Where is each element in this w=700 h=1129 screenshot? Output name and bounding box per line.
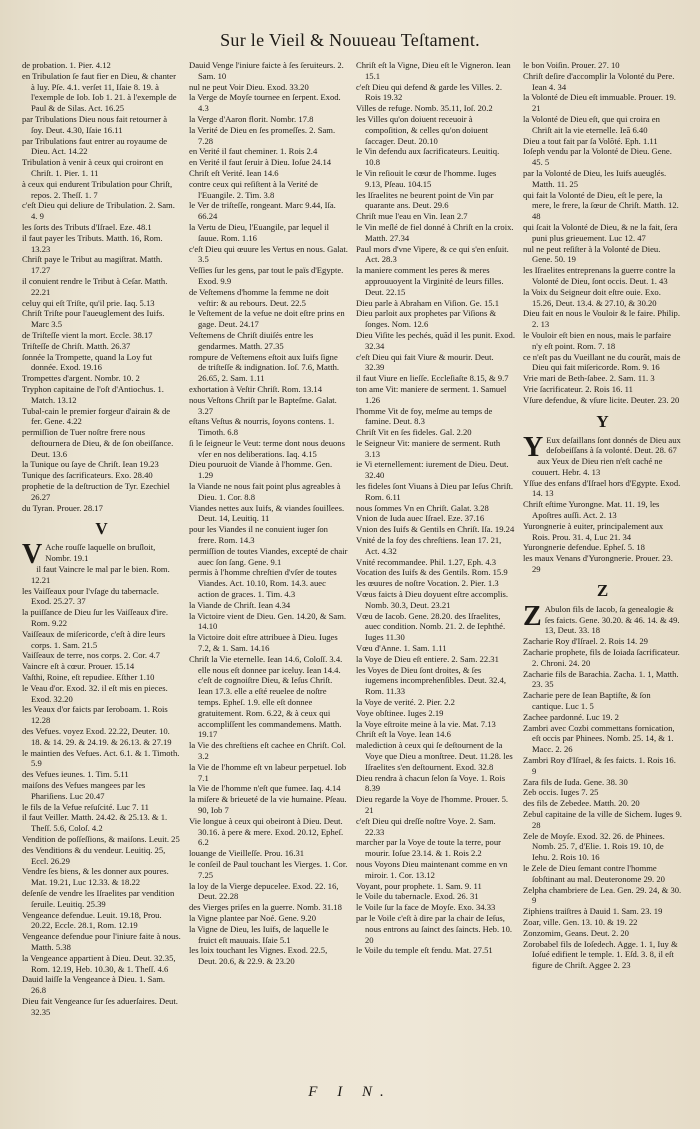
drop-capital: Z <box>523 600 542 632</box>
index-entry: Voyant, pour prophete. 1. Sam. 9. 11 <box>356 880 482 891</box>
index-entry: Veſſies ſur les gens, par tout le païs d'Egypte. Exod. 9.9 <box>189 265 344 286</box>
index-entry: nous ſommes Vn en Chriſt. Galat. 3.28 <box>356 502 489 513</box>
index-entry: Zacharie prophete, fils de Ioiada ſacrificateur. 2. Chroni. 24. 20 <box>523 647 680 668</box>
index-entry: Zacharie fils de Barachia. Zacha. 1. 1, Matth. 23. 35 <box>523 668 679 690</box>
index-entry: la Voye eſtroite meine à la vie. Mat. 7.13 <box>356 718 496 729</box>
index-entry: Dieu a tout fait par ſa Volõté. Eph. 1.11 <box>523 135 658 146</box>
index-entry: le Vin reſiouit le cœur de l'homme. Iuges 9.13, Pſeau. 104.15 <box>356 167 497 189</box>
index-entry: louange de Vieilleſſe. Prou. 16.31 <box>189 848 305 859</box>
index-entry: ſi le ſeigneur le Veut: terme dont nous deuons vſer en nos deliberations. Iaq. 4.15 <box>189 437 345 459</box>
index-entry: permiſſion de toutes Viandes, excepté de chair auec ſon ſang. Gene. 9.1 <box>189 545 348 567</box>
index-entry: Zonzomim, Geans. Deut. 2. 20 <box>523 927 629 938</box>
index-entry: Ziphiens traiſtres à Dauid 1. Sam. 23. 19 <box>523 906 663 917</box>
index-entry: les Veaux d'or faicts par Ieroboam. 1. Rois 12.28 <box>22 704 168 726</box>
index-entry: Zeb occis. Iuges 7. 25 <box>523 787 599 798</box>
index-entry: Dieu Viſite les pechés, quād il les punit. Exod. 32.34 <box>356 329 515 351</box>
index-entry: Dieu parle à Abraham en Viſion. Ge. 15.1 <box>356 297 499 308</box>
index-entry: la Vertu de Dieu, l'Euangile, par lequel il ſauue. Rom. 1.16 <box>189 221 330 243</box>
index-entry: exhortation à Veſtir Chriſt. Rom. 13.14 <box>189 383 323 394</box>
index-entry: prophetie de la deſtruction de Tyr. Ezechiel 26.27 <box>22 481 170 502</box>
index-entry: Dieu pouruoit de Viande à l'homme. Gen. 1.29 <box>189 459 333 481</box>
index-entry: l'homme Vit de foy, meſme au temps de famine. Deut. 8.3 <box>356 405 493 427</box>
index-entry: Zacharie pere de Iean Baptiſte, & ſon cantique. Luc 1. 5 <box>523 690 651 712</box>
index-entry: le Vin defendu aux ſacrificateurs. Leuitiq. 10.8 <box>356 146 500 168</box>
index-entry: Dauid laiſſe la Vengeance à Dieu. 1. Sam. 26.8 <box>22 974 166 996</box>
index-entry: de probation. 1. Pier. 4.12 <box>22 60 111 70</box>
index-entry: le conſeil de Paul touchant les Vierges. 1. Cor. 7.25 <box>189 858 348 880</box>
index-entry: Vie longue à ceux qui obeiront à Dieu. Deut. 30.16. à pere & mere. Exod. 20.12, Epheſ. 6.2 <box>189 815 344 848</box>
index-entry: du Tyran. Prouer. 28.17 <box>22 502 103 513</box>
index-entry: Zorobabel fils de Ioſedech. Agge. 1. 1, Iuy & Ioſué edifient le temple. 1. Eſd. 3. 8, il eſt figure de Chriſt. Aggee 2. 23 <box>523 938 678 971</box>
index-entry: la Verge d'Aaron florit. Nombr. 17.8 <box>189 113 314 124</box>
index-entry: Vengeance defendue. Leuit. 19.18, Prou. 20.22, Eccle. 28.1, Rom. 12.19 <box>22 909 162 931</box>
index-entry <box>22 539 181 571</box>
index-entry: Vœu d'Anne. 1. Sam. 1.11 <box>356 643 447 654</box>
index-entry: de Veſtemens d'homme la femme ne doit veſtir: & au rebours. Deut. 22.5 <box>189 286 329 308</box>
index-entry: Yurongnerie defendue. Epheſ. 5. 18 <box>523 542 645 553</box>
index-entry: Zelpha chambriere de Lea. Gen. 29. 24, & 30. 9 <box>523 884 682 906</box>
index-entry: c'eſt Dieu qui defend & garde les Villes. 2. Rois 19.32 <box>356 81 502 103</box>
index-entry: les loix touchant les Vignes. Exod. 22.5, Deut. 20.6, & 22.9. & 23.20 <box>189 945 328 967</box>
index-entry: c'eſt Dieu qui œuure les Vertus en nous. Galat. 3.5 <box>189 243 348 265</box>
index-entry: Vnion des Iuifs & Gentils en Chriſt. Iſa. 19.24 <box>356 524 515 535</box>
index-entry: Chriſt eſt la Vigne, Dieu eſt le Vigneron. Iean 15.1 <box>356 60 511 81</box>
index-entry: les Villes qu'on doiuent receuoir à compoſition, & celles qu'on doiuent ſaccager. Deut. 20.10 <box>356 113 489 146</box>
index-entry: les Iſraelites entreprenans la guerre contre la Volonté de Dieu, ſont occis. Deut. 1. 43 <box>523 265 676 286</box>
index-entry: la Voix du Seigneur doit eſtre ouie. Exo. 15.26, Deut. 13.4. & 27.10, & 30.20 <box>523 286 661 308</box>
index-entry: le Voile du temple eſt fendu. Mat. 27.51 <box>356 945 493 956</box>
index-entry: il conuient rendre le Tribut à Ceſar. Matth. 22.21 <box>22 275 168 297</box>
index-entry: la Voye de Dieu eſt entiere. 2. Sam. 22.31 <box>356 653 499 664</box>
index-entry: ie Vi eternellement: iurement de Dieu. Deut. 32.40 <box>356 459 509 481</box>
index-entry: Tribulation à venir à ceux qui croiront en Chriſt. 1. Pier. 1. 11 <box>22 157 164 178</box>
index-entry: des fils de Zebedee. Matth. 20. 20 <box>523 798 640 809</box>
index-entry: Vnion de Iuda auec Iſrael. Eze. 37.16 <box>356 513 485 524</box>
index-entry: Vrie mari de Beth-ſabee. 2. Sam. 11. 3 <box>523 373 655 384</box>
index-entry: des Vierges priſes en la guerre. Nomb. 31.18 <box>189 902 342 913</box>
index-entry: des Venditions & du vendeur. Leuitiq. 25, Eccl. 26.29 <box>22 844 166 866</box>
index-entry: Vocation des Iuifs & des Gentils. Rom. 15.9 <box>356 567 508 578</box>
index-entry: le Vin meſlé de fiel donné à Chriſt en la croix. Matth. 27.34 <box>356 221 514 243</box>
index-entry: Zebul capitaine de la ville de Sichem. Iuges 9. 28 <box>523 809 682 830</box>
index-entry: c'eſt Dieu qui deliure de Tribulation. 2. Sam. 4. 9 <box>22 200 175 222</box>
index-entry: en Tribulation ſe faut fier en Dieu, & chanter à luy. Pſe. 4.1. verſet 11, Iſaie 8. 19. à l'exemple de Iob. Iob 1. 21. à l'exemple de Paul & de Silas. Act. 16.25 <box>22 70 177 114</box>
index-entry: la Vie des chreſtiens eſt cachee en Chriſt. Col. 3.2 <box>189 740 346 761</box>
index-entry: la Volonté de Dieu eſt immuable. Prouer. 19. 21 <box>523 92 676 114</box>
index-entry: la loy de la Vierge depucelee. Exod. 22. 16, Deut. 22.28 <box>189 880 339 902</box>
index-entry: le Ver de triſteſſe, rongeant. Marc 9.44, Iſa. 66.24 <box>189 200 336 222</box>
index-entry: la Vie de l'homme eſt vn labeur perpetuel. Iob 7.1 <box>189 761 347 783</box>
index-entry: Chriſt la Vie eternelle. Iean 14.6, Coloſſ. 3.4. elle nous eſt donnee par iceluy. Iean 14.4. c'eſt de cognoiſtre Dieu, & Ieſus Chriſt. Iean 17.3. elle a eſté reuelee de noſtre temps. Epheſ. 1.9. elle eſt donnee gratuitement. Rom. 6.22, & à ceux qui accompliſſent les commandemens. Matth. 19.17 <box>189 653 343 740</box>
index-entry: Zambri avec Cozbi commettans fornication, eſt occis par Phinees. Nomb. 25. 14, & 1. Macc. 2. 26 <box>523 722 675 755</box>
index-column-3 <box>356 60 515 1070</box>
index-entry: aux Yeux de Dieu rien n'eſt caché ne couuert. Hebr. 4. 13 <box>532 456 663 477</box>
index-entry: Vœus faicts à Dieu doyuent eſtre accomplis. Nomb. 30.3, Deut. 23.21 <box>356 589 509 610</box>
index-entry: la puiſſance de Dieu ſur les Vaiſſeaux d'ire. Rom. 9.22 <box>22 607 169 629</box>
index-entry: Dieu rendra à chacun ſelon ſa Voye. 1. Rois 8.39 <box>356 772 506 794</box>
index-entry: le Veau d'or. Exod. 32. il eſt mis en pieces. Exod. 32.20 <box>22 682 168 704</box>
index-entry: qui fait la Volonté de Dieu, eſt le pere, la mere, le frere, la ſœur de Chriſt. Matth. 12. 48 <box>523 189 679 222</box>
index-entry: des Vefues ieunes. 1. Tim. 5.11 <box>22 769 129 780</box>
section-letter-heading: Z <box>596 580 609 600</box>
index-entry: Zele de Moyſe. Exod. 32. 26. de Phinees. Nomb. 25. 7, d'Elie. 1. Rois 19. 10, de Iehu. 2. Rois 10. 16 <box>523 830 665 863</box>
index-entry: les fideles ſont Viuans à Dieu par Ieſus Chriſt. Rom. 6.11 <box>356 481 514 502</box>
index-entry: Tryphon capitaine de l'oſt d'Antiochus. 1. Match. 13.12 <box>22 383 164 405</box>
index-entry: ce n'eſt pas du Vueillant ne du courāt, mais de Dieu qui fait miſericorde. Rom. 9. 16 <box>523 351 681 373</box>
index-entry: de Triſteſſe vient la mort. Eccle. 38.17 <box>22 329 153 340</box>
index-entry: maiſons des Vefues mangees par les Phariſiens. Luc 20.47 <box>22 780 146 801</box>
index-entry: Vſure defendue, & vſure licite. Deuter. 23. 20 <box>523 394 680 405</box>
index-entry: Chriſt Triſte pour l'aueuglement des Iuifs. Marc 3.5 <box>22 308 165 330</box>
index-entry: Zara fils de Iuda. Gene. 38. 30 <box>523 776 628 787</box>
index-entry: Viandes nettes aux Iuifs, & viandes ſouillees. Deut. 14, Leuitiq. 11 <box>189 502 345 524</box>
index-entry: les Vaiſſeaux pour l'vſage du tabernacle. Exod. 25.27. 37 <box>22 585 159 607</box>
index-entry: en Verité il faut ſeruir à Dieu. Ioſue 24.14 <box>189 157 332 168</box>
index-entry: les maux Venans d'Yurongnerie. Prouer. 23. 29 <box>523 553 673 575</box>
index-entry: Vœu de Iacob. Gene. 28.20. des Iſraelites, auec condition. Nomb. 21. 2. de Iephthé. Iuges 11.30 <box>356 610 506 643</box>
index-entry: c'eſt Dieu qui fait Viure & mourir. Deut. 32.39 <box>356 351 494 373</box>
index-entry: Tunique des ſacrificateurs. Exo. 28.40 <box>22 470 153 481</box>
index-entry: les ſorts des Tributs d'Iſrael. Eze. 48.1 <box>22 221 152 232</box>
index-entry: la Victoire doit eſtre attribuee à Dieu. Iuges 7.2, & 1. Sam. 14.16 <box>189 632 338 654</box>
index-entry: Vaincre eſt à cœur. Prouer. 15.14 <box>22 661 135 672</box>
index-entry: nous Veſtons Chriſt par le Bapteſme. Galat. 3.27 <box>189 394 337 416</box>
index-entry: la Verge de Moyſe tournee en ſerpent. Exod. 4.3 <box>189 92 341 114</box>
index-entry: Chriſt paye le Tribut au magiſtrat. Matth. 17.27 <box>22 254 163 276</box>
drop-capital: Y <box>523 431 544 463</box>
index-entry: Vaſthi, Roine, eſt repudiee. Eſther 1.10 <box>22 672 155 683</box>
index-entry: il faut payer les Tributs. Matth. 16, Rom. 13.23 <box>22 232 163 254</box>
index-entry: Vengeance defendue pour l'iniure faite à nous. Matth. 5.38 <box>22 931 181 952</box>
index-entry: il faut Viure en lieſſe. Eccleſiaſte 8.15, & 9.7 <box>356 373 509 384</box>
index-entry: la Vigne de Dieu, les Iuifs, de laquelle le fruict eſt mauuais. Iſaie 5.1 <box>189 923 329 945</box>
index-column-4 <box>523 60 682 1070</box>
index-entry: deſenſe de vendre les Iſraelites par vendition ſeruile. Leuitiq. 25.39 <box>22 887 175 909</box>
index-entry: il faut Veiller. Matth. 24.42. & 25.13. & 1. Theſſ. 5.6, Coloſ. 4.2 <box>22 812 168 834</box>
index-entry: le Zele de Dieu ſemant contre l'homme ſobſtinant au mal. Deuteronome 29. 20 <box>523 862 665 884</box>
index-entry: Chriſt mue l'eau en Vin. Iean 2.7 <box>356 211 468 222</box>
index-entry: qui ſcait la Volonté de Dieu, & ne la fait, ſera puni plus grieuement. Luc 12. 47 <box>523 221 678 243</box>
index-entry: Vnité recommandee. Phil. 1.27, Eph. 4.3 <box>356 556 497 567</box>
index-entry: pour les Viandes il ne conuient iuger ſon frere. Rom. 14.3 <box>189 524 328 546</box>
index-entry: Vaiſſeaux de terre, nos corps. 2. Cor. 4.7 <box>22 650 160 661</box>
index-entry: Zachee pardonné. Luc 19. 2 <box>523 711 619 722</box>
index-entry: Triſteſſe de Chriſt. Matth. 26.37 <box>22 340 131 351</box>
section-letter-heading: V <box>95 519 108 539</box>
index-entry: à ceux qui endurent Tribulation pour Chriſt, repos. 2. Theſſ. 1. 7 <box>22 178 173 200</box>
index-entry: les œuures de noſtre Vocation. 2. Pier. 1.3 <box>356 578 499 589</box>
index-entry-text: Ache rouſſe laquelle on bruſloit, Nombr. 19.1 <box>45 542 156 564</box>
index-entry: nous Voyons Dieu maintenant comme en vn miroir. 1. Cor. 13.12 <box>356 858 508 880</box>
index-entry: Chriſt deſire d'accomplir la Volonté du Pere. Iean 4. 34 <box>523 70 675 92</box>
index-entry: Voye obſtinee. Iuges 2.19 <box>356 707 444 718</box>
index-entry: il faut Vaincre le mal par le bien. Rom. 12.21 <box>31 564 170 585</box>
index-entry: la Viande de Chriſt. Iean 4.34 <box>189 599 291 610</box>
index-entry: c'eſt Dieu qui dreſſe noſtre Voye. 2. Sam. 22.33 <box>356 815 496 837</box>
index-entry: Chriſt eſt Verité. Iean 14.6 <box>189 167 279 178</box>
index-entry: malediction à ceux qui ſe deſtournent de la Voye que Dieu a monſtree. Deut. 11.28. les Iſraelites s'en deſtournent. Exod. 32.8 <box>356 740 513 772</box>
index-entry: Chriſt eſtime Yurongne. Mat. 11. 19, les Apoſtres auſſi. Act. 2. 13 <box>523 499 660 521</box>
index-entry: contre ceux qui reſiſtent à la Verité de l'Euangile. 2. Tim. 3.8 <box>189 178 318 200</box>
index-entry-text: Eux deſaillans ſont donnés de Dieu aux deſobeiſſans à ſa volonté. Deut. 28. 67 <box>546 434 681 456</box>
index-entry: Dieu fait en nous le Vouloir & le faire. Philip. 2. 13 <box>523 308 680 330</box>
index-entry: Dieu regarde la Voye de l'homme. Prouer. 5. 21 <box>356 794 509 815</box>
index-entry: Yurongnerie à euiter, principalement aux Rois. Prou. 31. 4, Luc 21. 34 <box>523 520 664 542</box>
index-entry: Vrie ſacrificateur. 2. Rois 16. 11 <box>523 383 633 394</box>
index-entry: la Volonté de Dieu eſt, que qui croira en Chriſt ait la vie eternelle. Ieā 6.40 <box>523 113 660 135</box>
index-entry: les Iſraelites ne beurent point de Vin par quarante ans. Deut. 29.6 <box>356 189 494 211</box>
index-entry <box>523 600 682 636</box>
index-entry: Vnité de la foy des chreſtiens. Iean 17. 21, Act. 4.32 <box>356 535 502 556</box>
index-entry: Ioſeph vendu par la Volonté de Dieu. Gene. 45. 5 <box>523 146 672 168</box>
index-entry: ſonnée la Trompette, quand la Loy fut donnée. Exod. 19.16 <box>22 351 153 373</box>
index-entry: la Victoire vient de Dieu. Gen. 14.20, & Sam. 14.10 <box>189 610 347 632</box>
index-entry: Chriſt eſt la Voye. Iean 14.6 <box>356 729 451 740</box>
index-entry: des Vefues. voyez Exod. 22.22, Deuter. 10. 18. & 14. 29. & 24.19. & 26.13. & 27.19 <box>22 726 172 747</box>
index-entry: la Voye de verité. 2. Pier. 2.2 <box>356 697 455 708</box>
index-entry: la Vie de l'homme n'eſt que fumee. Iaq. 4.14 <box>189 783 341 794</box>
index-entry: le Vouloir eſt bien en nous, mais le parfaire n'y eſt point. Rom. 7. 18 <box>523 329 671 351</box>
index-entry: Vendition de poſſeſſions, & maiſons. Leuit. 25 <box>22 833 180 844</box>
index-entry: la miſere & brieueté de la vie humaine. Pſeau. 90, Iob 7 <box>189 794 347 815</box>
index-entry: permiſſion de Tuer noſtre frere nous deſtournera de Dieu, & de ſon obeiſſance. Deut. 13.6 <box>22 427 174 459</box>
index-column-1 <box>22 60 181 1070</box>
index-entry: la Verité de Dieu en ſes promeſſes. 2. Sam. 7.28 <box>189 124 336 146</box>
index-entry: Zoar, ville. Gen. 13. 10. & 19. 22 <box>523 916 638 927</box>
index-entry: nul ne peut Voir Dieu. Exod. 33.20 <box>189 81 309 92</box>
index-entry: le bon Voiſin. Prouer. 27. 10 <box>523 60 620 70</box>
index-entry: par Tribulations Dieu nous fait retourner à ſoy. Deut. 4.30, Iſaie 16.11 <box>22 113 168 135</box>
index-entry: Dieu parloit aux prophetes par Viſions & ſonges. Nom. 12.6 <box>356 308 497 330</box>
index-entry: le Voile du tabernacle. Exod. 26. 31 <box>356 891 479 902</box>
index-entry: Zacharie Roy d'Iſrael. 2. Rois 14. 29 <box>523 636 648 647</box>
index-entry: le fils de la Vefue reſuſcité. Luc 7. 11 <box>22 801 149 812</box>
index-entry: la Vigne plantee par Noé. Gene. 9.20 <box>189 912 316 923</box>
finis-mark: F I N. <box>308 1084 392 1100</box>
index-entry <box>523 431 682 463</box>
index-entry: Tubal-cain le premier forgeur d'airain & de fer. Gene. 4.22 <box>22 405 171 427</box>
index-entry: eſtans Veſtus & nourris, ſoyons contens. 1. Timoth. 6.8 <box>189 416 335 438</box>
index-column-2 <box>189 60 348 1070</box>
index-entry: la Tunique ou ſaye de Chriſt. Iean 19.23 <box>22 459 159 470</box>
index-entry: en Verité il faut cheminer. 1. Rois 2.4 <box>189 146 318 157</box>
index-entry: Chriſt Vit en ſes fideles. Gal. 2.20 <box>356 427 472 438</box>
index-entry: marcher par la Voye de toute la terre, pour mourir. Ioſue 23.14. & 1. Rois 2.2 <box>356 837 501 859</box>
index-entry: Veſtemens de Chriſt diuiſés entre les gendarmes. Matth. 27.35 <box>189 329 314 351</box>
index-columns <box>22 60 682 1070</box>
index-entry: Vaiſſeaux de miſericorde, c'eſt à dire leurs corps. 1. Sam. 21.5 <box>22 628 166 650</box>
index-entry: le Voile ſur la face de Moyſe. Exo. 34.33 <box>356 902 496 913</box>
index-entry: le Seigneur Vit: maniere de serment. Ruth 3.13 <box>356 437 501 459</box>
section-letter-heading: Y <box>596 411 609 431</box>
index-entry: par Tribulations faut entrer au royaume de Dieu. Act. 14.22 <box>22 135 168 157</box>
index-entry: la Viande ne nous fait point plus agreables à Dieu. 1. Cor. 8.8 <box>189 481 341 502</box>
index-entry: par le Voile c'eſt à dire par la chair de Ieſus, nous entrons au ſainct des ſaincts. Heb. 10. 20 <box>356 912 513 945</box>
index-entry: Yſſue des enfans d'Iſrael hors d'Egypte. Exod. 14. 13 <box>523 477 681 499</box>
index-entry: le Veſtement de la vefue ne doit eſtre prins en gage. Deut. 24.17 <box>189 308 345 330</box>
index-entry: nul ne peut reſiſter à la Volonté de Dieu. Gene. 50. 19 <box>523 243 661 265</box>
running-header: Sur le Vieil & Nouueau Teſtament. <box>220 30 480 50</box>
index-entry: Paul mors d'vne Vipere, & ce qui s'en enſuit. Act. 28.3 <box>356 243 509 265</box>
index-entry: permis à l'homme chreſtien d'vſer de toutes Viandes. Act. 10.10, Rom. 14.3. auec action de graces. 1. Tim. 4.3 <box>189 567 337 600</box>
index-entry: Trompettes d'argent. Nombr. 10. 2 <box>22 373 140 384</box>
index-entry: celuy qui eſt Triſte, qu'il prie. Iaq. 5.13 <box>22 297 155 308</box>
index-entry-text: Abulon fils de Iacob, ſa genealogie & ſes faicts. Gene. 30.20. & 46. 14. & 49. 13, Deut. 33. 18 <box>544 603 680 636</box>
index-entry: la maniere comment les peres & meres approuuoyent la Virginité de leurs filles. Deut. 22.15 <box>356 265 504 297</box>
index-entry: rompure de Veſtemens eſtoit aux Iuifs ſigne de triſteſſe & indignation. Ioſ. 7.6, Matth. 26.65, 2. Sam. 1.11 <box>189 351 340 384</box>
drop-capital: V <box>22 539 43 571</box>
index-entry: Vendre ſes biens, & les donner aux poures. Mat. 19.21, Luc 12.33. & 18.22 <box>22 866 169 888</box>
index-entry: ton ame Vit: maniere de serment. 1. Samuel 1.26 <box>356 383 507 405</box>
index-entry: la Vengeance appartient à Dieu. Deut. 32.35, Rom. 12.19, Heb. 10.30, & 1. Theſſ. 4.6 <box>22 952 176 974</box>
index-entry: Zambri Roy d'Iſrael, & ſes faicts. 1. Rois 16. 9 <box>523 755 676 776</box>
index-entry: Dieu fait Vengeance ſur ſes aduerſaires. Deut. 32.35 <box>22 995 178 1017</box>
index-entry: le maintien des Vefues. Act. 6.1. & 1. Timoth. 5.9 <box>22 747 180 769</box>
index-entry: Dauid Venge l'iniure faicte à ſes ſeruiteurs. 2. Sam. 10 <box>189 60 344 81</box>
index-entry: les Voyes de Dieu ſont droites, & ſes iugemens incomprehenſibles. Deut. 32.4, Rom. 11.33 <box>356 664 507 697</box>
index-entry: Villes de refuge. Nomb. 35.11, Ioſ. 20.2 <box>356 103 493 114</box>
index-entry: par la Volonté de Dieu, les Iuifs aueuglés. Matth. 11. 25 <box>523 167 667 189</box>
